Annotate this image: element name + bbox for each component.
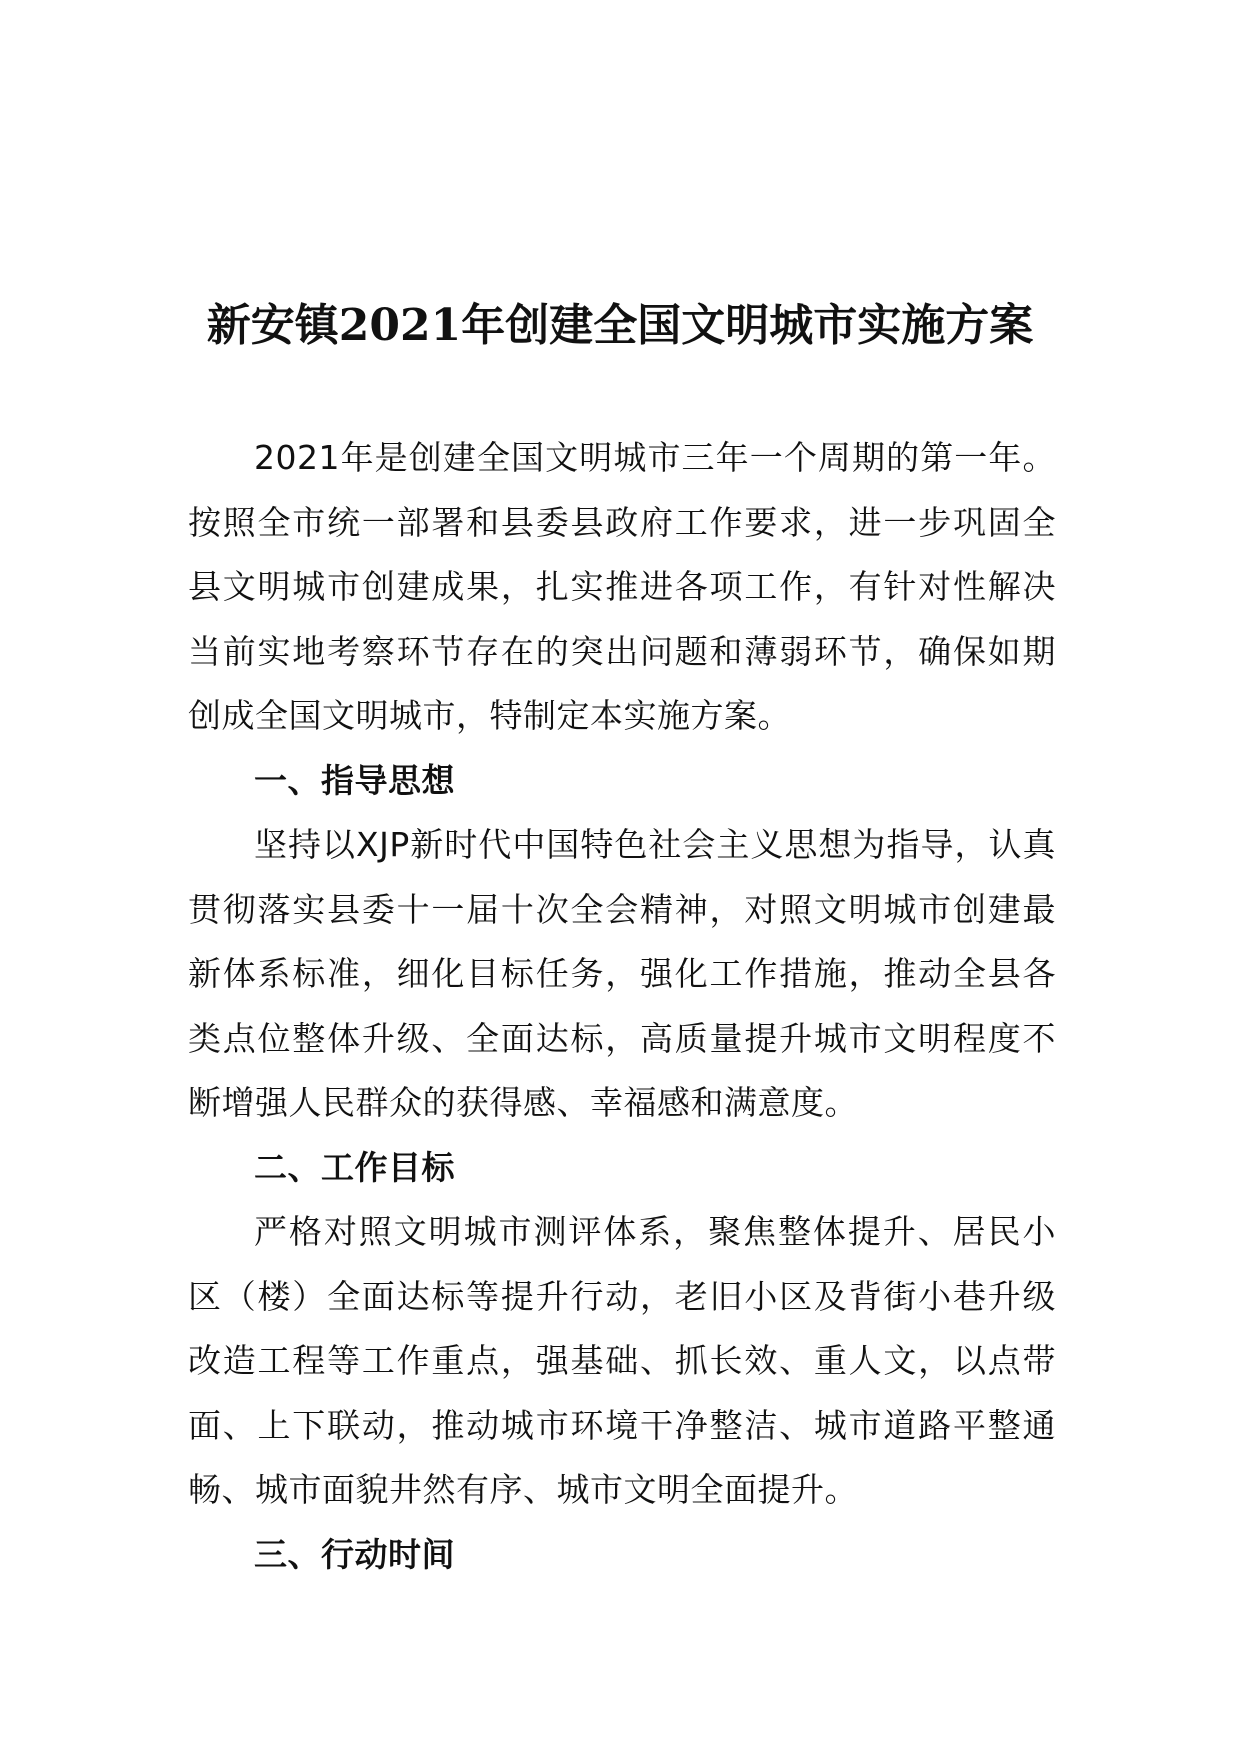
section-heading-work-goals: 二、工作目标 bbox=[254, 1147, 455, 1187]
section-heading-guiding-ideology: 一、指导思想 bbox=[254, 760, 455, 800]
section-heading-action-time: 三、行动时间 bbox=[254, 1534, 455, 1574]
intro-paragraph: 2021年是创建全国文明城市三年一个周期的第一年。按照全市统一部署和县委县政府工作要求，进一步巩固全县文明城市创建成果，扎实推进各项工作，有针对性解决当前实地考察环节存在的突出问题和薄弱环节，确保如期创成全国文明城市，特制定本实施方案。 bbox=[188, 438, 1056, 735]
document-title: 新安镇2021年创建全国文明城市实施方案 bbox=[206, 300, 1034, 351]
section-paragraph-guiding-ideology: 坚持以XJP新时代中国特色社会主义思想为指导，认真贯彻落实县委十一届十次全会精神，对照文明城市创建最新体系标准，细化目标任务，强化工作措施，推动全县各类点位整体升级、全面达标，高质量提升城市文明程度不断增强人民群众的获得感、幸福感和满意度。 bbox=[188, 825, 1056, 1122]
document-body bbox=[188, 426, 1056, 1587]
section-paragraph-work-goals: 严格对照文明城市测评体系，聚焦整体提升、居民小区（楼）全面达标等提升行动，老旧小区及背街小巷升级改造工程等工作重点，强基础、抓长效、重人文，以点带面、上下联动，推动城市环境干净整洁、城市道路平整通畅、城市面貌井然有序、城市文明全面提升。 bbox=[188, 1212, 1056, 1509]
